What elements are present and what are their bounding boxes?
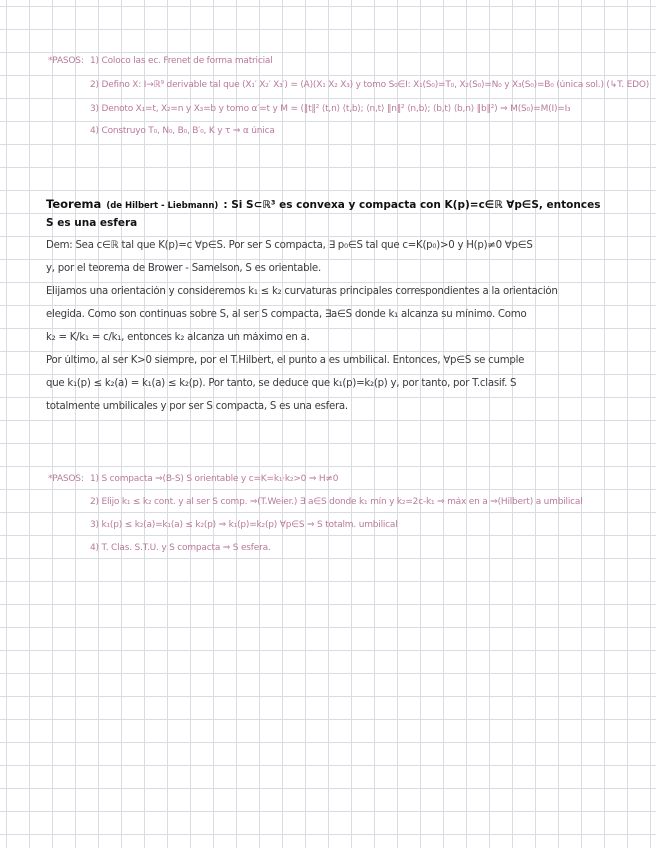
proof-line-3: Elijamos una orientación y consideremos k₁ ≤ k₂ curvaturas principales correspondientes a la orientación [46,286,558,297]
proof-line-6: Por último, al ser K>0 siempre, por el T.Hilbert, el punto a es umbilical. Entonces, ∀p∈S se cumple [46,355,525,366]
pasos-label-1: *PASOS: [48,56,84,66]
theorem-attribution: (de Hilbert - Liebmann) [106,201,219,211]
pasos-step-1-1: 1) Coloco las ec. Frenet de forma matricial [90,56,273,66]
proof-line-2: y, por el teorema de Brower - Samelson, S es orientable. [46,263,321,274]
pasos-step-2-3: 3) k₁(p) ≤ k₂(a)=k₁(a) ≤ k₂(p) ⇒ k₁(p)=k₂(p) ∀p∈S ⇒ S totalm. umbilical [90,520,398,530]
pasos-step-1-4: 4) Construyo T₀, N₀, B₀, B′₀, K y τ ⇒ α única [90,126,275,136]
pasos-label-2: *PASOS: [48,474,84,484]
pasos-step-1-2: 2) Defino X: I→ℝ⁹ derivable tal que (X₁′ X₂′ X₃′) = (A)(X₁ X₂ X₃) y tomo S₀∈I: X₁(S₀)=T₀, X₂(S₀)=N₀ y X₃(S₀)=B₀ (única sol.) (↳T. EDO) [90,80,650,90]
proof-line-1: Dem: Sea c∈ℝ tal que K(p)=c ∀p∈S. Por ser S compacta, ∃ p₀∈S tal que c=K(p₀)>0 y H(p)≠0 ∀p∈S [46,240,533,251]
proof-line-4: elegida. Como son continuas sobre S, al ser S compacta, ∃a∈S donde k₁ alcanza su mínimo. Como [46,309,527,320]
proof-line-8: totalmente umbilicales y por ser S compacta, S es una esfera. [46,401,348,412]
proof-line-5: k₂ = K/k₁ = c/k₁, entonces k₂ alcanza un máximo en a. [46,332,310,343]
theorem-word: Teorema [46,197,102,211]
theorem-heading [46,193,646,212]
pasos-step-1-3: 3) Denoto X₁=t, X₂=n y X₃=b y tomo α′=t y M = (‖t‖² ⟨t,n⟩ ⟨t,b⟩; ⟨n,t⟩ ‖n‖² ⟨n,b⟩; ⟨b,t⟩ ⟨b,n⟩ ‖b‖²) ⇒ M(S₀)=M(I)=I₃ [90,104,571,114]
pasos-step-2-1: 1) S compacta ⇒(B-S) S orientable y c=K=k₁·k₂>0 ⇒ H≠0 [90,474,339,484]
proof-line-7: que k₁(p) ≤ k₂(a) = k₁(a) ≤ k₂(p). Por tanto, se deduce que k₁(p)=k₂(p) y, por tanto, por T.clasif. S [46,378,517,389]
pasos-step-2-2: 2) Elijo k₁ ≤ k₂ cont. y al ser S comp. ⇒(T.Weier.) ∃ a∈S donde k₁ mín y k₂=2c-k₁ ⇒ máx en a ⇒(Hilbert) a umbilical [90,497,583,507]
theorem-statement: : Si S⊂ℝ³ es convexa y compacta con K(p)=c∈ℝ ∀p∈S, entonces [223,199,601,211]
theorem-statement-cont: S es una esfera [46,217,138,229]
pasos-step-2-4: 4) T. Clas. S.T.U. y S compacta ⇒ S esfera. [90,543,271,553]
